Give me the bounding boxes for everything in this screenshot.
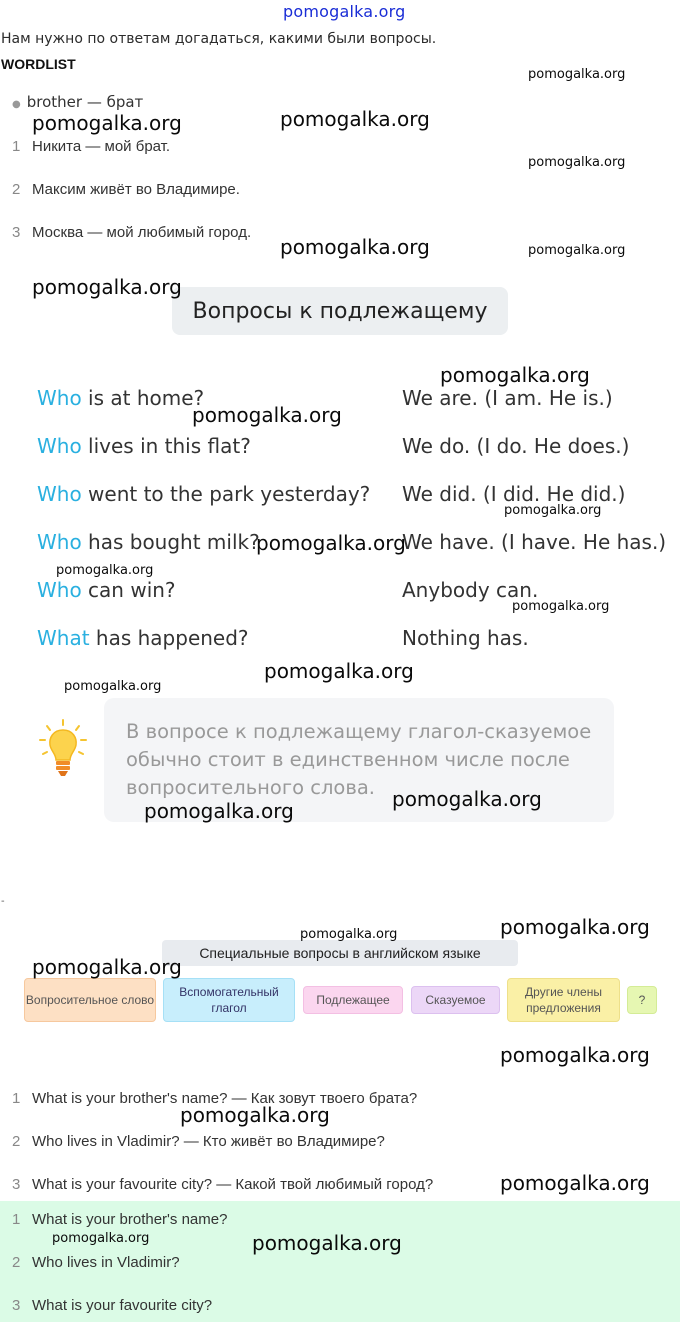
watermark: pomogalka.org bbox=[256, 531, 406, 555]
wordlist-item: ● brother — брат bbox=[12, 93, 144, 111]
lightbulb-icon bbox=[38, 718, 88, 780]
answer-6: Nothing has. bbox=[402, 626, 529, 650]
watermark: pomogalka.org bbox=[500, 915, 650, 939]
scheme-box-auxiliary-verb: Вспомогательный глагол bbox=[163, 978, 295, 1022]
watermark: pomogalka.org bbox=[500, 1171, 650, 1195]
bullet-icon: ● bbox=[12, 99, 21, 110]
sentence-1: 1 Никита — мой брат. bbox=[12, 138, 171, 155]
task-text: Нам нужно по ответам догадаться, какими были вопросы. bbox=[1, 31, 437, 47]
sentence-2: 2 Максим живёт во Владимире. bbox=[12, 181, 240, 198]
translation-1: 1 What is your brother's name? — Как зовут твоего брата? bbox=[12, 1090, 418, 1107]
divider-mark: - bbox=[1, 896, 5, 907]
rule-title: Вопросы к подлежащему bbox=[172, 287, 508, 335]
watermark: pomogalka.org bbox=[264, 659, 414, 683]
watermark: pomogalka.org bbox=[52, 1231, 150, 1246]
sentence-3: 3 Москва — мой любимый город. bbox=[12, 224, 252, 241]
watermark: pomogalka.org bbox=[528, 155, 626, 170]
watermark: pomogalka.org bbox=[528, 67, 626, 82]
watermark: pomogalka.org bbox=[32, 111, 182, 135]
watermark: pomogalka.org bbox=[32, 275, 182, 299]
scheme-box-question-mark: ? bbox=[627, 986, 657, 1014]
scheme-box-subject: Подлежащее bbox=[303, 986, 403, 1014]
watermark: pomogalka.org bbox=[300, 927, 398, 942]
watermark: pomogalka.org bbox=[440, 363, 590, 387]
answer-1: We are. (I am. He is.) bbox=[402, 386, 613, 410]
watermark: pomogalka.org bbox=[512, 599, 610, 614]
watermark: pomogalka.org bbox=[180, 1103, 330, 1127]
watermark: pomogalka.org bbox=[280, 235, 430, 259]
watermark: pomogalka.org bbox=[528, 243, 626, 258]
watermark: pomogalka.org bbox=[144, 799, 294, 823]
answer-3: We did. (I did. He did.) bbox=[402, 482, 626, 506]
scheme-box-other-members: Другие члены предложения bbox=[507, 978, 620, 1022]
scheme-title: Специальные вопросы в английском языке bbox=[162, 940, 518, 966]
watermark: pomogalka.org bbox=[280, 107, 430, 131]
question-2: Who lives in this flat? bbox=[37, 434, 251, 458]
watermark: pomogalka.org bbox=[500, 1043, 650, 1067]
watermark: pomogalka.org bbox=[64, 679, 162, 694]
site-title[interactable]: pomogalka.org bbox=[283, 2, 406, 21]
translation-3: 3 What is your favourite city? — Какой твой любимый город? bbox=[12, 1176, 434, 1193]
watermark: pomogalka.org bbox=[392, 787, 542, 811]
wordlist-title: WORDLIST bbox=[1, 56, 76, 72]
answer-4: We have. (I have. He has.) bbox=[402, 530, 667, 554]
question-1: Who is at home? bbox=[37, 386, 205, 410]
question-4: Who has bought milk? bbox=[37, 530, 260, 554]
answer-line-3: 3 What is your favourite city? bbox=[12, 1297, 213, 1314]
answer-line-1: 1 What is your brother's name? bbox=[12, 1211, 228, 1228]
scheme-box-predicate: Сказуемое bbox=[411, 986, 500, 1014]
translation-2: 2 Who lives in Vladimir? — Кто живёт во Владимире? bbox=[12, 1133, 385, 1150]
watermark: pomogalka.org bbox=[504, 503, 602, 518]
watermark: pomogalka.org bbox=[32, 955, 182, 979]
question-5: Who can win? bbox=[37, 578, 176, 602]
question-6: What has happened? bbox=[37, 626, 249, 650]
answer-2: We do. (I do. He does.) bbox=[402, 434, 630, 458]
watermark: pomogalka.org bbox=[56, 563, 154, 578]
answer-line-2: 2 Who lives in Vladimir? bbox=[12, 1254, 180, 1271]
watermark: pomogalka.org bbox=[192, 403, 342, 427]
scheme-box-question-word: Вопросительное слово bbox=[24, 978, 156, 1022]
watermark: pomogalka.org bbox=[252, 1231, 402, 1255]
answer-5: Anybody can. bbox=[402, 578, 539, 602]
question-3: Who went to the park yesterday? bbox=[37, 482, 371, 506]
tip-text: В вопросе к подлежащему глагол-сказуемое обычно стоит в единственном числе после вопросительного слова. bbox=[126, 720, 592, 799]
